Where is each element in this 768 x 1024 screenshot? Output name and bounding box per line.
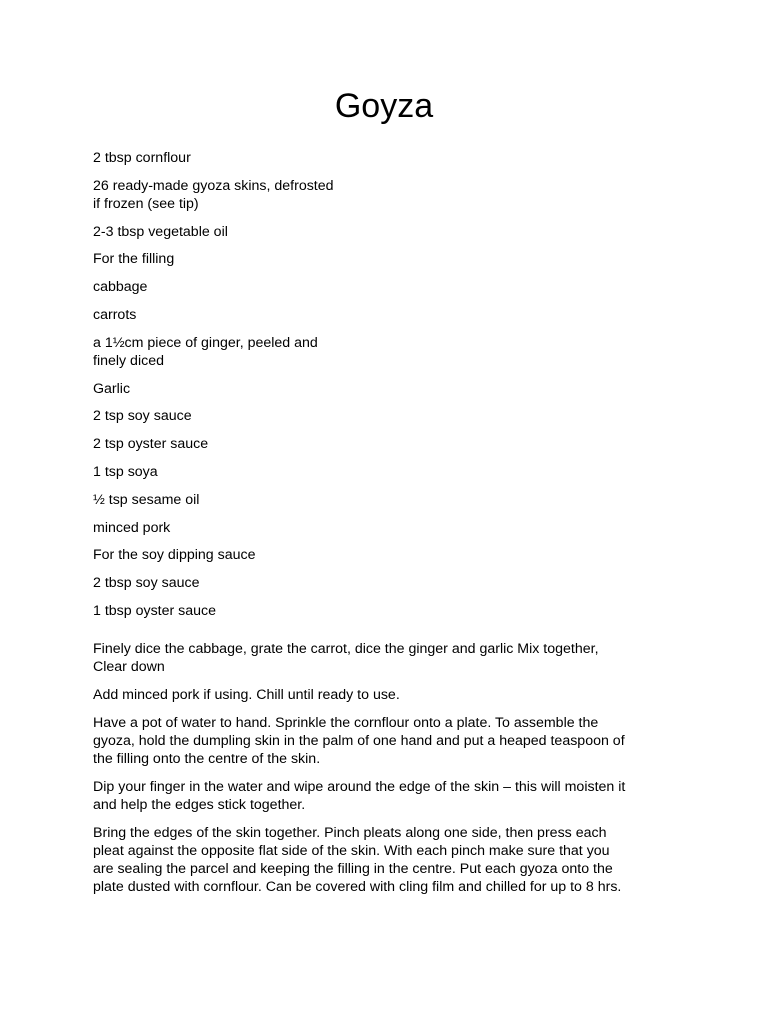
ingredient-item: 2 tsp oyster sauce <box>93 436 209 453</box>
ingredient-list <box>93 149 693 630</box>
ingredient-item: 2 tbsp cornflour <box>93 150 191 166</box>
ingredient-item: Garlic <box>93 380 131 397</box>
method-paragraph: Add minced pork if using. Chill until ready to use. <box>93 687 400 703</box>
ingredient-item: minced pork <box>93 519 171 536</box>
section-heading-dipping-sauce: For the soy dipping sauce <box>93 547 256 564</box>
ingredient-item: 1 tsp soya <box>93 463 158 480</box>
method-paragraph: Have a pot of water to hand. Sprinkle the cornflour onto a plate. To assemble the gyoza, hold the dumpling skin in the palm of one hand and put a heaped teaspoon of the filling onto the centre of the skin. <box>93 715 625 767</box>
ingredient-item: 1 tbsp oyster sauce <box>93 602 217 619</box>
method-paragraph: Dip your finger in the water and wipe around the edge of the skin – this will moisten it and help the edges stick together. <box>93 779 626 813</box>
ingredient-item: 2-3 tbsp vegetable oil <box>93 223 228 240</box>
method-paragraph: Bring the edges of the skin together. Pinch pleats along one side, then press each pleat against the opposite flat side of the skin. With each pinch make sure that you are sealing the parcel and keeping the filling in the centre. Put each gyoza onto the plate dusted with cornflour. Can be covered with cling film and chilled for up to 8 hrs. <box>93 825 622 895</box>
method-section <box>93 640 693 906</box>
ingredient-item: 2 tbsp soy sauce <box>93 575 200 592</box>
ingredient-item: carrots <box>93 306 137 323</box>
ingredient-item: a 1½cm piece of ginger, peeled and finely diced <box>93 334 318 369</box>
section-heading-filling: For the filling <box>93 251 175 268</box>
recipe-title: Goyza <box>334 87 434 125</box>
ingredient-item: 2 tsp soy sauce <box>93 408 192 425</box>
method-paragraph: Finely dice the cabbage, grate the carrot, dice the ginger and garlic Mix together, Clear down <box>93 641 599 675</box>
ingredient-item: 26 ready-made gyoza skins, defrosted if frozen (see tip) <box>93 177 334 212</box>
ingredient-item: ½ tsp sesame oil <box>93 491 200 508</box>
ingredient-item: cabbage <box>93 279 148 296</box>
